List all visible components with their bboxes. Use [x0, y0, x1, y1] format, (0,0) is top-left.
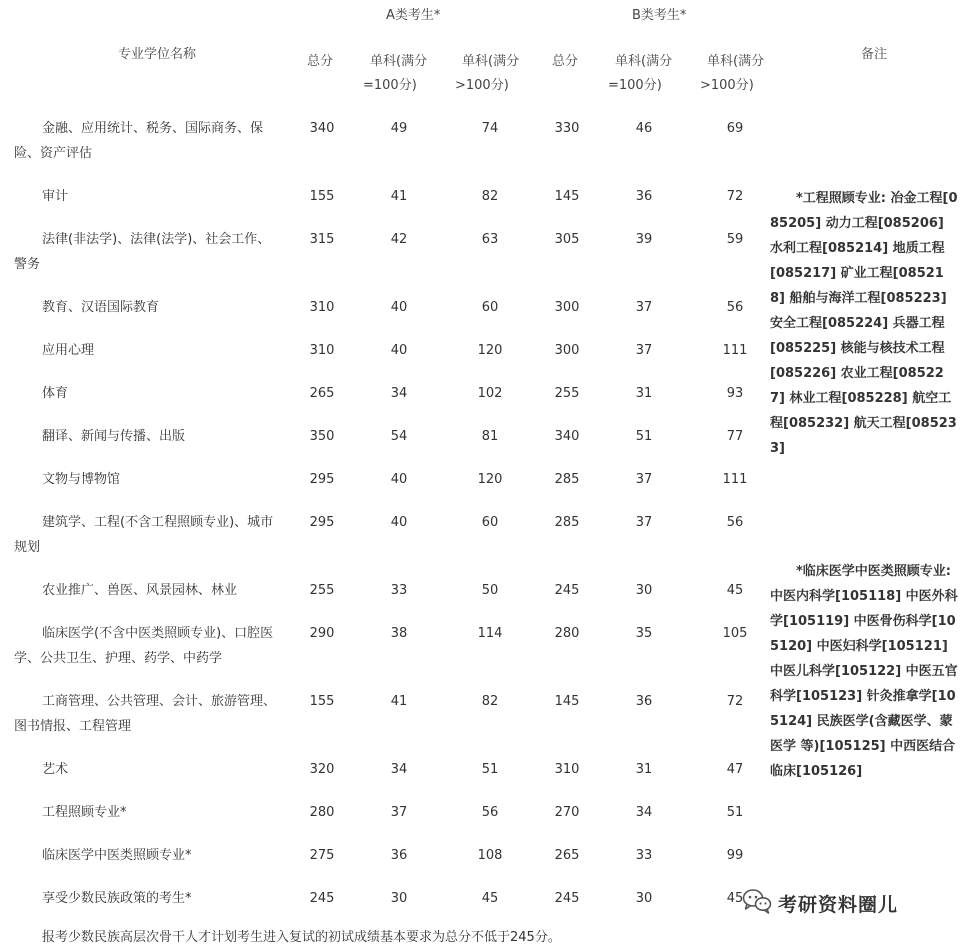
- a-total-header: 总分: [307, 54, 334, 69]
- cell-b-s2: 77: [726, 429, 744, 444]
- cell-a-s1: 40: [390, 472, 408, 487]
- cell-b-total: 285: [554, 472, 580, 487]
- cell-a-s1: 37: [390, 805, 408, 820]
- cell-b-s2: 111: [722, 472, 748, 487]
- cell-a-s2: 108: [477, 848, 503, 863]
- wechat-icon: [742, 888, 772, 918]
- cell-b-s2: 69: [726, 121, 744, 136]
- cell-b-s1: 34: [635, 805, 653, 820]
- cell-a-total: 280: [309, 805, 335, 820]
- cell-a-total: 350: [309, 429, 335, 444]
- cell-a-s2: 82: [481, 694, 499, 709]
- row-name: 翻译、新闻与传播、出版: [42, 429, 186, 444]
- cell-a-s1: 38: [390, 626, 408, 641]
- cell-b-s1: 36: [635, 189, 653, 204]
- cell-a-total: 275: [309, 848, 335, 863]
- cell-b-s1: 33: [635, 848, 653, 863]
- cell-b-s2: 111: [722, 343, 748, 358]
- cell-a-s1: 36: [390, 848, 408, 863]
- row-name: 法律(非法学)、法律(法学)、社会工作、警务: [14, 232, 271, 272]
- cell-a-s1: 49: [390, 121, 408, 136]
- remark-engineering: *工程照顾专业: 冶金工程[085205] 动力工程[085206] 水利工程[085214] 地质工程[085217] 矿业工程[085218] 船舶与海洋工程[085223] 安全工程[085224] 兵器工程[085225] 核能与核技术工程[085226] 农业工程[085227] 林业工程[085228] 航空工程[085232] 航天工程[085233]: [770, 191, 958, 456]
- cell-a-s1: 40: [390, 343, 408, 358]
- cell-b-s2: 99: [726, 848, 744, 863]
- cell-a-s1: 30: [390, 891, 408, 906]
- row-name: 建筑学、工程(不含工程照顾专业)、城市规划: [14, 515, 274, 555]
- cell-a-s1: 34: [390, 386, 408, 401]
- cell-b-total: 300: [554, 300, 580, 315]
- cell-b-s2: 93: [726, 386, 744, 401]
- cell-a-total: 310: [309, 343, 335, 358]
- cell-b-total: 145: [554, 189, 580, 204]
- cell-a-s2: 102: [477, 386, 503, 401]
- b-single-gt100-header: 单科(满分 >100分): [700, 54, 765, 93]
- cell-a-s2: 120: [477, 343, 503, 358]
- row-name: 审计: [42, 189, 69, 204]
- cell-a-s1: 33: [390, 583, 408, 598]
- watermark-text: 考研资料圈儿: [778, 893, 899, 916]
- cell-a-s1: 42: [390, 232, 408, 247]
- row-name: 临床医学(不含中医类照顾专业)、口腔医学、公共卫生、护理、药学、中药学: [14, 626, 274, 666]
- cell-a-total: 265: [309, 386, 335, 401]
- cell-b-total: 310: [554, 762, 580, 777]
- cell-a-s2: 56: [481, 805, 499, 820]
- cell-b-total: 300: [554, 343, 580, 358]
- cell-b-s2: 45: [726, 891, 744, 906]
- row-name: 临床医学中医类照顾专业*: [42, 848, 192, 863]
- b-single-le100-header: 单科(满分 =100分): [608, 54, 673, 93]
- cell-a-total: 315: [309, 232, 335, 247]
- cell-a-s2: 81: [481, 429, 499, 444]
- remark-tcm: *临床医学中医类照顾专业: 中医内科学[105118] 中医外科学[105119] 中医骨伤科学[105120] 中医妇科学[105121] 中医儿科学[105122] 中医五官科学[105123] 针灸推拿学[105124] 民族医学(含藏医学、蒙医学 等)[105125] 中西医结合临床[105126]: [770, 564, 958, 779]
- remarks-header: 备注: [861, 47, 888, 62]
- cell-b-total: 245: [554, 891, 580, 906]
- row-name: 农业推广、兽医、风景园林、林业: [42, 583, 238, 598]
- row-name: 金融、应用统计、税务、国际商务、保险、资产评估: [14, 121, 264, 161]
- cell-a-total: 295: [309, 515, 335, 530]
- cell-b-total: 280: [554, 626, 580, 641]
- cell-a-s1: 54: [390, 429, 408, 444]
- cell-b-s1: 35: [635, 626, 653, 641]
- cell-a-total: 310: [309, 300, 335, 315]
- cell-b-s1: 51: [635, 429, 653, 444]
- row-name: 教育、汉语国际教育: [42, 300, 160, 315]
- cell-a-s2: 45: [481, 891, 499, 906]
- row-name: 体育: [42, 386, 69, 401]
- cell-b-s2: 59: [726, 232, 744, 247]
- cell-a-s2: 74: [481, 121, 499, 136]
- cell-b-s2: 72: [726, 694, 744, 709]
- cell-a-total: 340: [309, 121, 335, 136]
- cell-b-total: 270: [554, 805, 580, 820]
- cell-b-s1: 30: [635, 891, 653, 906]
- cell-b-total: 265: [554, 848, 580, 863]
- cell-b-s2: 105: [722, 626, 748, 641]
- cell-a-s2: 60: [481, 515, 499, 530]
- cell-a-total: 320: [309, 762, 335, 777]
- cell-b-s1: 37: [635, 300, 653, 315]
- cell-a-total: 255: [309, 583, 335, 598]
- cell-b-total: 255: [554, 386, 580, 401]
- cell-b-total: 285: [554, 515, 580, 530]
- cell-a-s2: 82: [481, 189, 499, 204]
- cell-b-s1: 39: [635, 232, 653, 247]
- cell-a-s2: 51: [481, 762, 499, 777]
- name-column-header: 专业学位名称: [118, 47, 197, 62]
- a-single-le100-header: 单科(满分 =100分): [363, 54, 428, 93]
- row-name: 工程照顾专业*: [42, 805, 127, 820]
- cell-a-s2: 63: [481, 232, 499, 247]
- cell-b-total: 340: [554, 429, 580, 444]
- cell-b-s1: 37: [635, 515, 653, 530]
- row-name: 艺术: [42, 762, 69, 777]
- cell-b-total: 330: [554, 121, 580, 136]
- watermark: [742, 888, 898, 918]
- cell-a-total: 155: [309, 694, 335, 709]
- cell-b-total: 305: [554, 232, 580, 247]
- cell-b-s2: 72: [726, 189, 744, 204]
- cell-b-s2: 56: [726, 515, 744, 530]
- cell-b-s2: 47: [726, 762, 744, 777]
- cell-b-s1: 30: [635, 583, 653, 598]
- cell-b-s1: 37: [635, 343, 653, 358]
- cell-b-s1: 31: [635, 386, 653, 401]
- cell-b-total: 245: [554, 583, 580, 598]
- cell-a-s1: 40: [390, 515, 408, 530]
- cell-a-total: 290: [309, 626, 335, 641]
- cell-b-s1: 31: [635, 762, 653, 777]
- cell-a-total: 155: [309, 189, 335, 204]
- row-name: 享受少数民族政策的考生*: [42, 891, 192, 906]
- footnote: 报考少数民族高层次骨干人才计划考生进入复试的初试成绩基本要求为总分不低于245分。: [42, 930, 561, 945]
- cell-a-s1: 34: [390, 762, 408, 777]
- cell-a-s2: 50: [481, 583, 499, 598]
- cell-a-total: 295: [309, 472, 335, 487]
- row-name: 文物与博物馆: [42, 472, 121, 487]
- cell-a-s1: 41: [390, 189, 408, 204]
- cell-b-s2: 51: [726, 805, 744, 820]
- cell-b-s1: 37: [635, 472, 653, 487]
- cell-a-s2: 120: [477, 472, 503, 487]
- cell-b-s1: 46: [635, 121, 653, 136]
- group-a-header: A类考生*: [386, 8, 441, 23]
- cell-b-total: 145: [554, 694, 580, 709]
- cell-a-s2: 114: [477, 626, 503, 641]
- b-total-header: 总分: [552, 54, 579, 69]
- group-b-header: B类考生*: [632, 8, 687, 23]
- row-name: 工商管理、公共管理、会计、旅游管理、图书情报、工程管理: [14, 694, 277, 734]
- row-name: 应用心理: [42, 343, 95, 358]
- cell-a-s1: 40: [390, 300, 408, 315]
- cell-a-s1: 41: [390, 694, 408, 709]
- cell-b-s1: 36: [635, 694, 653, 709]
- cell-b-s2: 45: [726, 583, 744, 598]
- cell-a-s2: 60: [481, 300, 499, 315]
- cell-b-s2: 56: [726, 300, 744, 315]
- cell-a-total: 245: [309, 891, 335, 906]
- a-single-gt100-header: 单科(满分 >100分): [455, 54, 520, 93]
